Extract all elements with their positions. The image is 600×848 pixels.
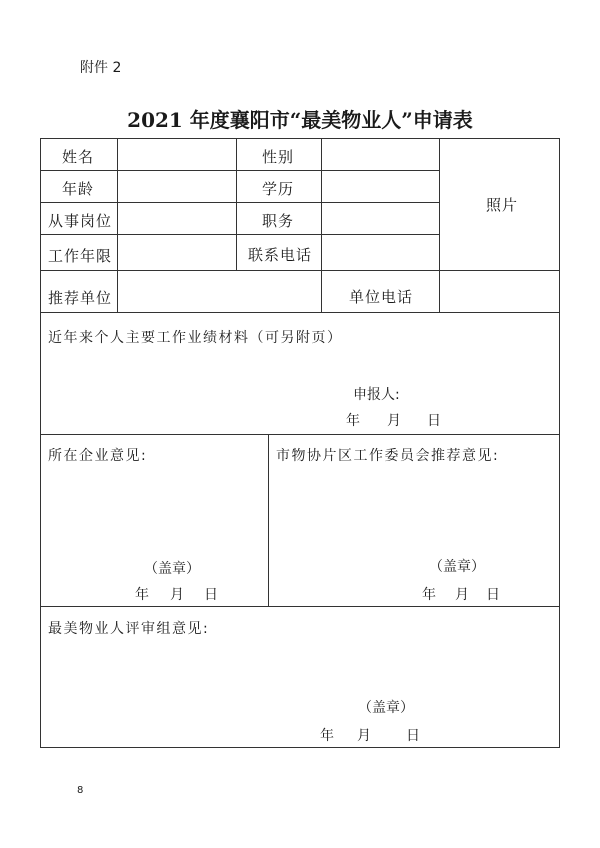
photo-area[interactable]	[440, 139, 559, 270]
materials-heading: 近年来个人主要工作业绩材料（可另附页）	[48, 330, 343, 346]
review-opinion-heading: 最美物业人评审组意见:	[48, 621, 210, 637]
recommender-label: 推荐单位	[48, 289, 113, 307]
form-title: 2021 年度襄阳市“最美物业人”申请表	[127, 108, 473, 132]
work-years-label: 工作年限	[48, 247, 113, 265]
recommender-input[interactable]	[118, 271, 321, 312]
table-border-right	[559, 138, 560, 748]
education-input[interactable]	[322, 171, 439, 202]
review-seal-label: （盖章）	[358, 700, 414, 716]
duty-label: 职务	[262, 212, 295, 230]
application-form-table	[40, 138, 560, 748]
unit-phone-label: 单位电话	[349, 288, 414, 306]
unit-phone-input[interactable]	[440, 271, 559, 312]
company-date-year: 年	[135, 587, 149, 603]
review-date-year: 年	[320, 728, 334, 744]
company-opinion-area[interactable]	[41, 468, 268, 554]
contact-phone-input[interactable]	[322, 235, 439, 270]
materials-date-day: 日	[427, 413, 441, 429]
materials-date-month: 月	[387, 413, 401, 429]
position-label: 从事岗位	[48, 212, 113, 230]
company-opinion-heading: 所在企业意见:	[48, 448, 148, 464]
materials-date-year: 年	[346, 413, 360, 429]
name-label: 姓名	[62, 148, 95, 166]
page-number: 8	[77, 785, 84, 796]
row-divider-6	[40, 434, 560, 435]
col-divider-2	[236, 138, 237, 270]
work-years-input[interactable]	[118, 235, 236, 270]
education-label: 学历	[262, 180, 295, 198]
review-opinion-area[interactable]	[41, 641, 559, 691]
duty-input[interactable]	[322, 203, 439, 234]
company-date-day: 日	[204, 587, 218, 603]
company-date-month: 月	[170, 587, 184, 603]
review-date-day: 日	[406, 728, 420, 744]
gender-input[interactable]	[322, 139, 439, 170]
row-divider-7	[40, 606, 560, 607]
age-input[interactable]	[118, 171, 236, 202]
contact-phone-label: 联系电话	[248, 246, 313, 264]
age-label: 年龄	[62, 180, 95, 198]
company-seal-label: （盖章）	[144, 561, 200, 577]
association-opinion-area[interactable]	[269, 468, 559, 554]
table-border-bottom	[40, 747, 560, 748]
association-date-year: 年	[422, 587, 436, 603]
gender-label: 性别	[262, 148, 295, 166]
applicant-label: 申报人:	[353, 387, 400, 403]
photo-label: 照片	[486, 196, 519, 214]
position-input[interactable]	[118, 203, 236, 234]
association-opinion-heading: 市物协片区工作委员会推荐意见:	[276, 448, 500, 464]
materials-textarea[interactable]	[41, 350, 559, 380]
association-date-month: 月	[455, 587, 469, 603]
association-seal-label: （盖章）	[429, 559, 485, 575]
attachment-label: 附件 2	[80, 60, 122, 76]
name-input[interactable]	[118, 139, 236, 170]
row-divider-5	[40, 312, 560, 313]
review-date-month: 月	[357, 728, 371, 744]
association-date-day: 日	[486, 587, 500, 603]
